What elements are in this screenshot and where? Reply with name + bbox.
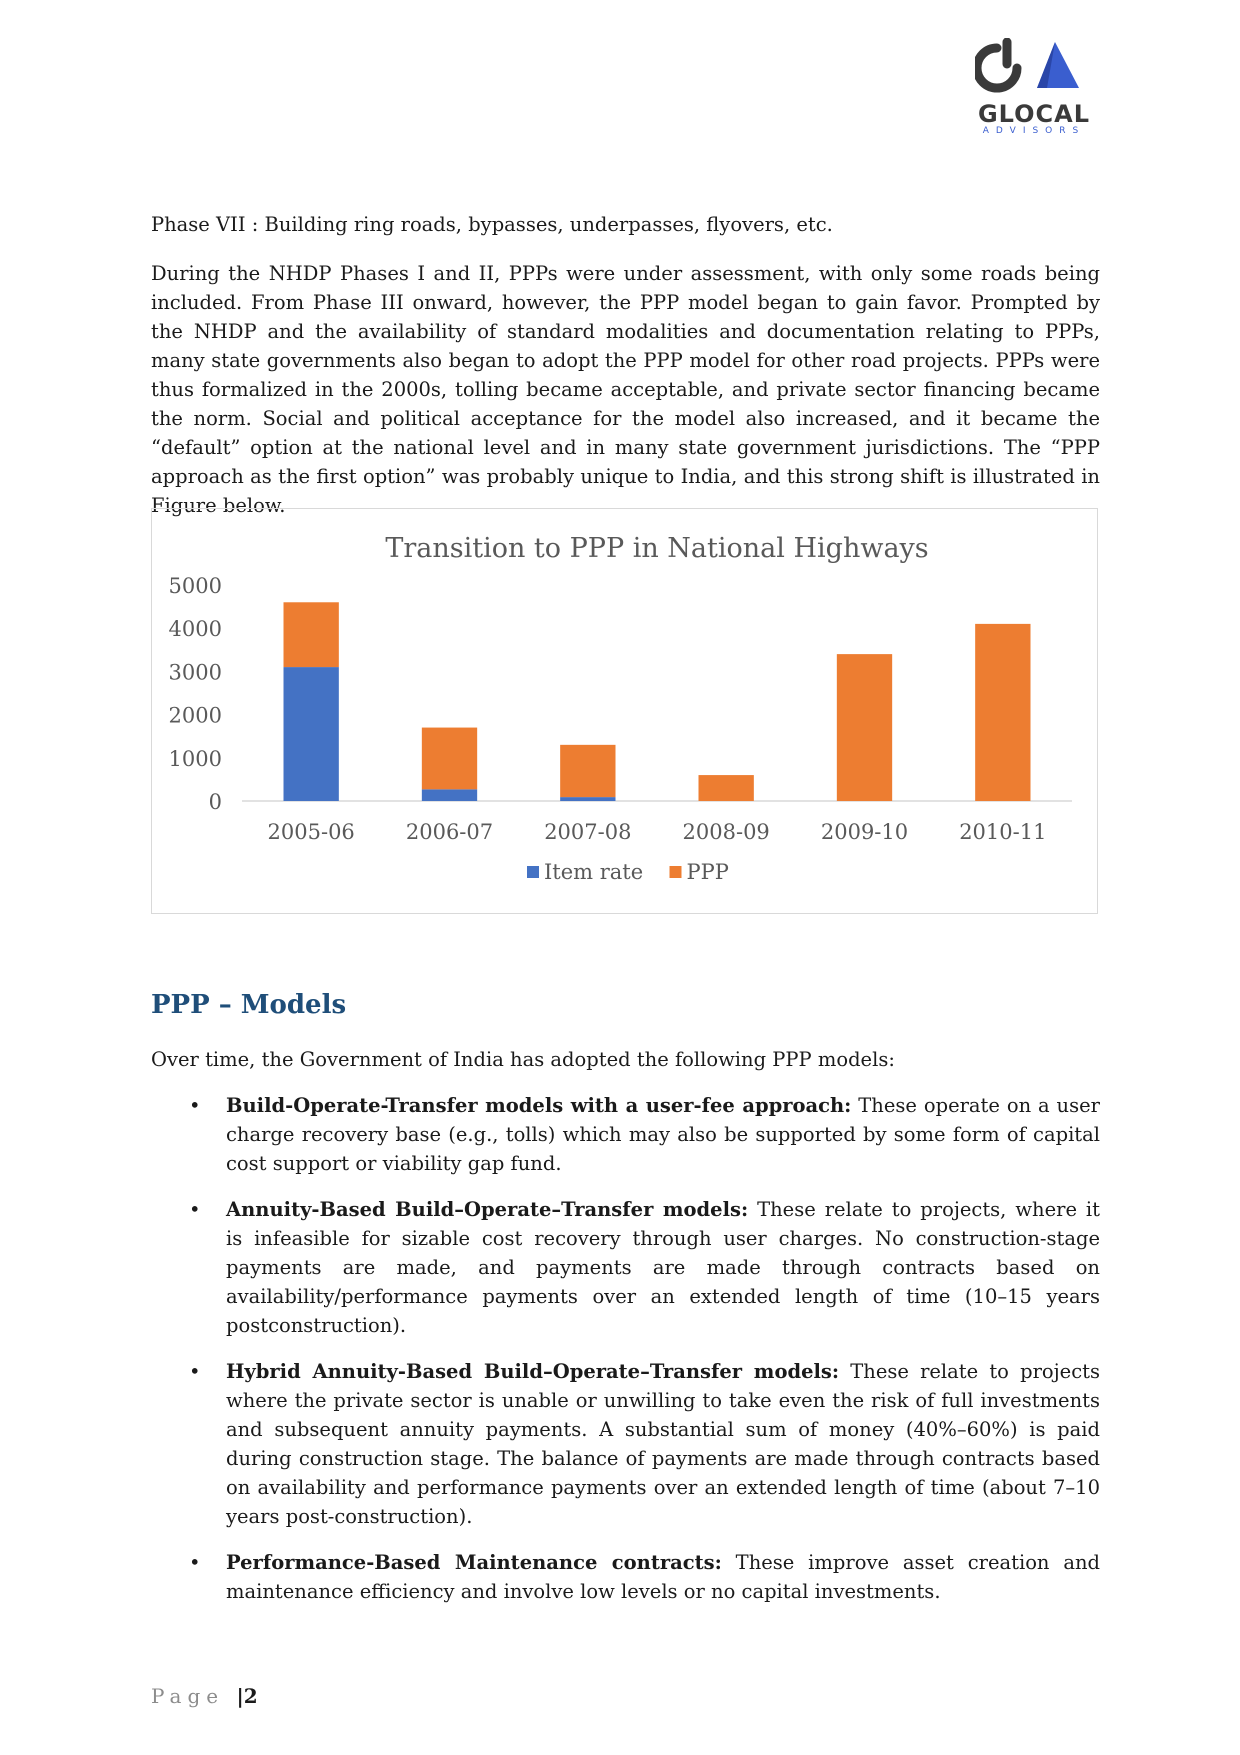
intro-paragraph: During the NHDP Phases I and II, PPPs were under assessment, with only some roads being included. From Phase III onward, however, the PPP model began to gain favor. Prompted by the NHDP and the availability of standard modalities and documentation relating to PPPs, many state governments also began to adopt the PPP model for other road projects. PPPs were thus formalized in the 2000s, tolling became acceptable, and private sector financing became the norm. Social and political acceptance for the model also increased, and it became the “default” option at the national level and in many state government jurisdictions. The “PPP approach as the first option” was probably unique to India, and this strong shift is illustrated in Figure below. — [151, 262, 1100, 517]
stacked-bar-chart — [152, 509, 1097, 913]
model-text: These improve asset creation and maintenance efficiency and involve low levels or no capital investments. — [226, 1551, 1101, 1603]
page-label: Page — [151, 1684, 225, 1708]
y-tick-label: 0 — [208, 790, 222, 814]
x-tick-label: 2005-06 — [267, 820, 355, 844]
legend-label: Item rate — [544, 860, 644, 884]
bar-item-rate — [422, 789, 477, 801]
list-item — [151, 1357, 1100, 1531]
bar-item-rate — [284, 667, 339, 801]
bar-ppp — [699, 775, 754, 801]
section-heading: PPP – Models — [151, 990, 347, 1020]
legend-label: PPP — [686, 860, 729, 884]
page-footer — [151, 1684, 258, 1708]
bar-item-rate — [560, 797, 615, 801]
bullet: • — [189, 1551, 201, 1574]
logo-mark-icon — [975, 38, 1093, 100]
bullet: • — [189, 1094, 201, 1117]
y-tick-label: 2000 — [168, 703, 222, 728]
logo-wordmark: GLOCAL — [977, 100, 1091, 128]
model-title: Performance-Based Maintenance contracts: — [226, 1551, 722, 1574]
bar-ppp — [975, 624, 1030, 801]
page-separator: | — [236, 1684, 244, 1708]
x-tick-label: 2007-08 — [544, 820, 632, 844]
model-title: Hybrid Annuity-Based Build–Operate–Transfer models: — [226, 1360, 840, 1383]
models-intro: Over time, the Government of India has adopted the following PPP models: — [151, 1048, 895, 1071]
models-list — [151, 1091, 1100, 1606]
y-tick-label: 5000 — [168, 574, 222, 598]
model-title: Build-Operate-Transfer models with a user-fee approach: — [226, 1094, 852, 1117]
y-tick-label: 4000 — [168, 617, 222, 642]
list-item — [151, 1091, 1100, 1178]
list-item — [151, 1195, 1100, 1340]
model-text: These relate to projects where the private sector is unable or unwilling to take even the risk of full investments and subsequent annuity payments. A substantial sum of money (40%–60%) is paid during construction stage. The balance of payments are made through contracts based on availability and performance payments over an extended length of time (about 7–10 years post-construction). — [226, 1360, 1100, 1528]
bar-ppp — [837, 654, 892, 801]
x-tick-label: 2009-10 — [820, 820, 909, 844]
legend-swatch — [670, 866, 682, 878]
y-tick-label: 1000 — [168, 746, 222, 771]
model-text: These relate to projects, where it is infeasible for sizable cost recovery through user charges. No construction-stage payments are made, and payments are made through contracts based on availability/performance payments over an extended length of time (10–15 years postconstruction). — [226, 1198, 1100, 1337]
list-item — [151, 1548, 1100, 1606]
phase-line: Phase VII : Building ring roads, bypasses, underpasses, flyovers, etc. — [151, 213, 833, 236]
bullet: • — [189, 1198, 201, 1221]
y-tick-label: 3000 — [168, 660, 222, 685]
chart-container — [151, 508, 1098, 914]
bar-ppp — [560, 745, 615, 797]
bullet: • — [189, 1360, 201, 1383]
glocal-advisors-logo — [975, 38, 1100, 138]
bar-ppp — [422, 728, 477, 790]
x-tick-label: 2006-07 — [405, 820, 494, 844]
logo-subtitle: ADVISORS — [982, 126, 1086, 136]
model-title: Annuity-Based Build–Operate–Transfer models: — [226, 1198, 749, 1221]
legend-swatch — [527, 866, 539, 878]
page-number: 2 — [243, 1684, 258, 1708]
x-tick-label: 2010-11 — [959, 820, 1047, 844]
chart-title: Transition to PPP in National Highways — [385, 533, 929, 564]
x-tick-label: 2008-09 — [682, 820, 770, 844]
bar-ppp — [284, 602, 339, 667]
model-text: These operate on a user charge recovery base (e.g., tolls) which may also be supported by some form of capital cost support or viability gap fund. — [226, 1094, 1100, 1175]
